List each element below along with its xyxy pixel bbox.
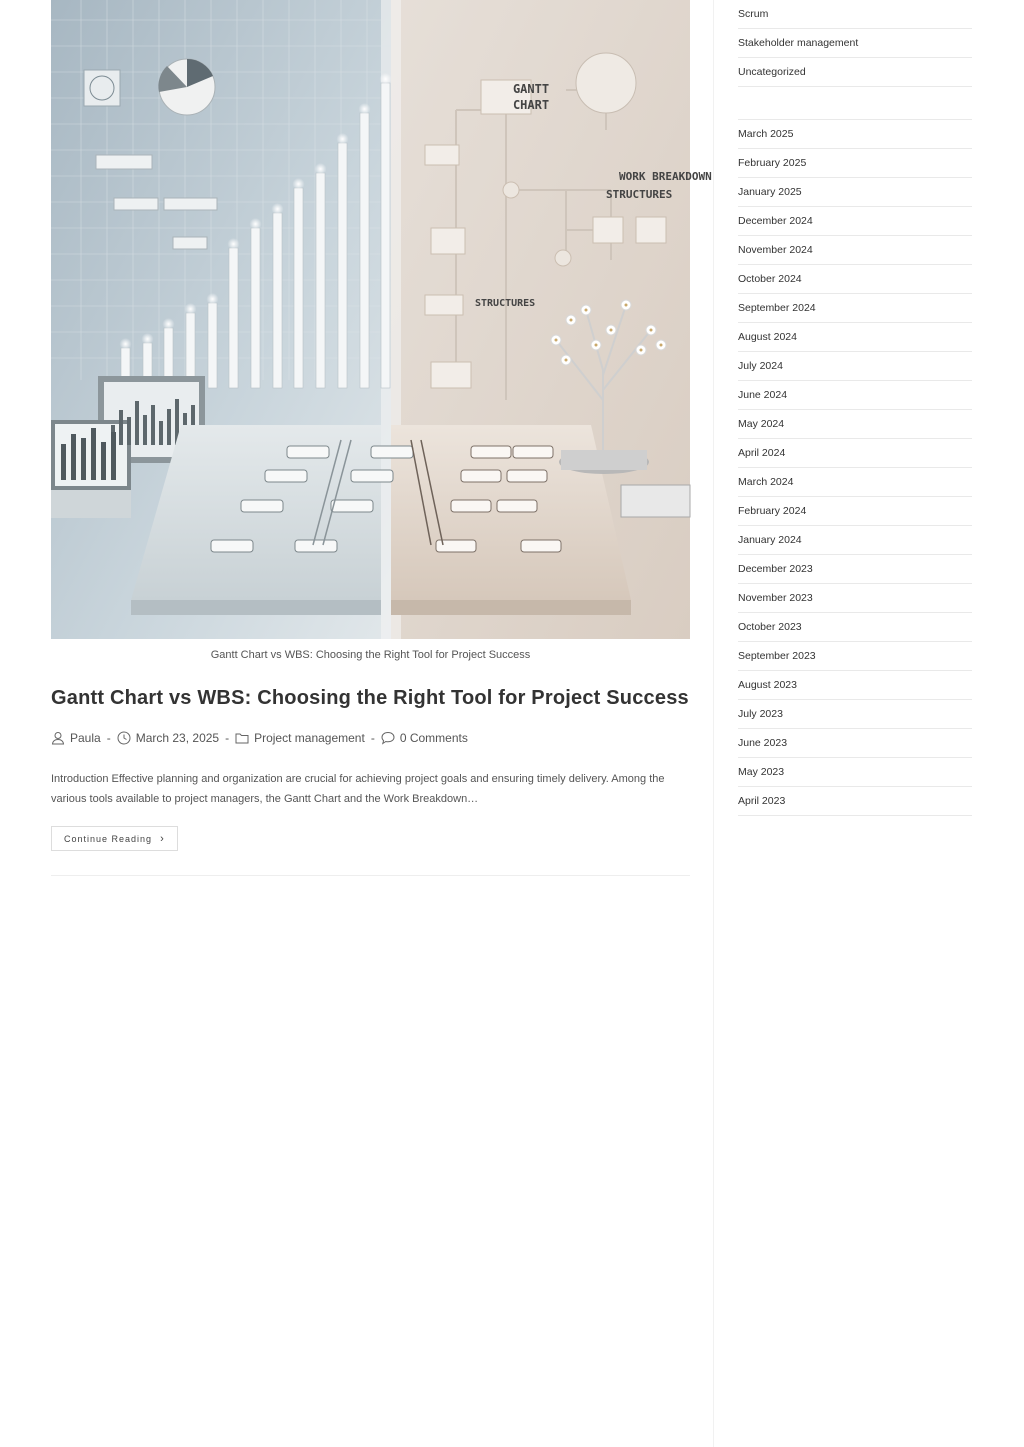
post-date: March 23, 2025: [135, 731, 220, 745]
category-link[interactable]: Scrum: [738, 0, 972, 29]
wbs-label-line2: STRUCTURES: [606, 188, 673, 201]
featured-image[interactable]: [51, 0, 712, 639]
archive-link[interactable]: October 2023: [738, 613, 972, 642]
archive-link[interactable]: December 2024: [738, 207, 972, 236]
comments-link[interactable]: 0 Comments: [399, 731, 468, 745]
post-entry: [51, 0, 712, 876]
archive-link[interactable]: March 2025: [738, 120, 972, 149]
continue-reading-button[interactable]: [51, 826, 178, 851]
archive-link[interactable]: October 2024: [738, 265, 972, 294]
continue-reading-label: Continue Reading: [64, 833, 153, 844]
post-excerpt: Introduction Effective planning and organization are crucial for achieving project goals and ensuring timely delivery. Among the various tools available to project managers, the Gantt Chart and the Work Breakdown…: [51, 773, 665, 805]
gantt-chart-label-line2: CHART: [512, 98, 550, 112]
user-icon: [51, 731, 65, 745]
archive-link[interactable]: July 2024: [738, 352, 972, 381]
image-caption: Gantt Chart vs WBS: Choosing the Right Tool for Project Success: [210, 649, 531, 661]
folder-icon: [235, 731, 249, 745]
meta-category[interactable]: [235, 731, 365, 745]
archive-link[interactable]: November 2024: [738, 236, 972, 265]
sidebar-divider: [713, 0, 714, 1447]
meta-separator: -: [106, 731, 111, 745]
archive-link[interactable]: January 2024: [738, 526, 972, 555]
archive-link[interactable]: April 2024: [738, 439, 972, 468]
category-link[interactable]: Stakeholder management: [738, 29, 972, 58]
meta-separator: -: [225, 731, 230, 745]
comment-icon: [381, 731, 395, 745]
author-link[interactable]: Paula: [70, 731, 101, 745]
post-title[interactable]: Gantt Chart vs WBS: Choosing the Right Tool for Project Success: [51, 687, 689, 709]
post-meta: [51, 729, 690, 747]
archive-link[interactable]: June 2024: [738, 381, 972, 410]
archive-link[interactable]: January 2025: [738, 178, 972, 207]
archive-link[interactable]: May 2024: [738, 410, 972, 439]
category-link[interactable]: Project management: [254, 731, 365, 745]
archive-link[interactable]: June 2023: [738, 729, 972, 758]
archive-link[interactable]: September 2023: [738, 642, 972, 671]
archive-link[interactable]: August 2023: [738, 671, 972, 700]
meta-date: [117, 731, 219, 745]
archive-link[interactable]: May 2023: [738, 758, 972, 787]
category-link[interactable]: Uncategorized: [738, 58, 972, 87]
gantt-chart-label-line1: GANTT: [512, 82, 550, 96]
categories-list: [738, 0, 972, 87]
chevron-right-icon: ›: [160, 832, 165, 845]
structures-label: STRUCTURES: [475, 298, 536, 309]
sidebar: [738, 0, 972, 816]
archive-link[interactable]: December 2023: [738, 555, 972, 584]
meta-author[interactable]: [51, 731, 101, 745]
archive-link[interactable]: April 2023: [738, 787, 972, 816]
widget-gap: [738, 87, 972, 120]
archive-link[interactable]: July 2023: [738, 700, 972, 729]
archive-link[interactable]: February 2025: [738, 149, 972, 178]
archive-link[interactable]: February 2024: [738, 497, 972, 526]
archive-link[interactable]: August 2024: [738, 323, 972, 352]
archives-list: [738, 120, 972, 816]
archive-link[interactable]: March 2024: [738, 468, 972, 497]
archive-link[interactable]: September 2024: [738, 294, 972, 323]
meta-comments[interactable]: [381, 731, 468, 745]
clock-icon: [117, 731, 131, 745]
meta-separator: -: [370, 731, 375, 745]
wbs-label-line1: WORK BREAKDOWN: [619, 170, 712, 183]
archive-link[interactable]: November 2023: [738, 584, 972, 613]
post-divider: [51, 875, 690, 876]
